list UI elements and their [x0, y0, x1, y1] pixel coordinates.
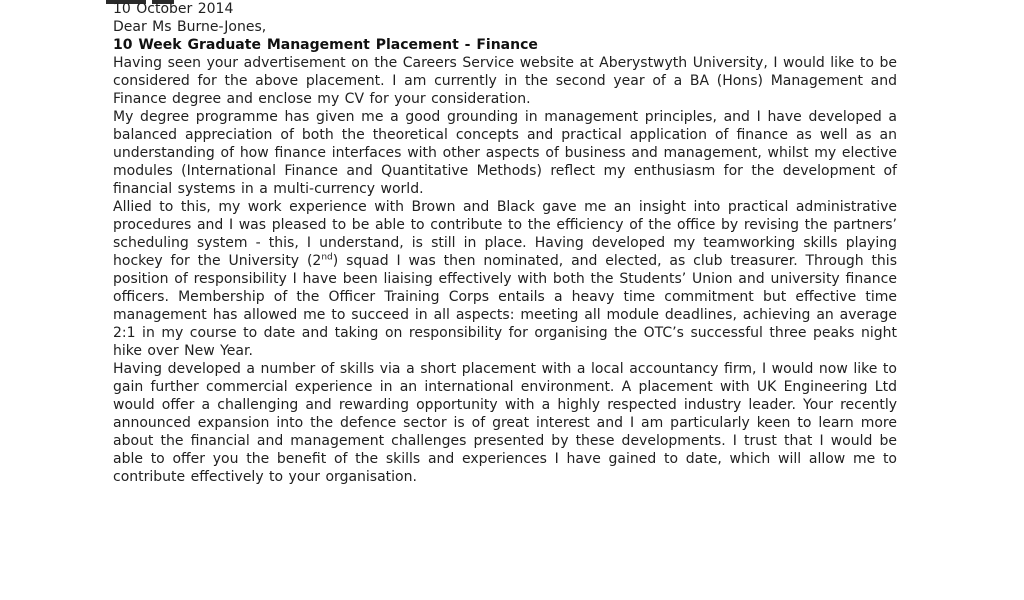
paragraph-work-experience-text-after-superscript: ) squad I was then nominated, and elected, as club treasurer. Through this position of responsibility I have been liaising effectively with both the Students’ Union and university finance officers. Membership of the Officer Training Corps entails a heavy time commitment but effective time management has allowed me to succeed in all aspects: meeting all module deadlines, achieving an average 2:1 in my course to date and taking on responsibility for organising the OTC’s successful three peaks night hike over New Year. — [113, 253, 897, 359]
paragraph-work-experience — [113, 198, 897, 360]
letter-date: 10 October 2014 — [113, 1, 234, 17]
subject-line: 10 Week Graduate Management Placement - Finance — [113, 37, 538, 53]
salutation: Dear Ms Burne-Jones, — [113, 19, 267, 35]
ordinal-superscript: nd — [321, 252, 333, 263]
paragraph-degree-programme: My degree programme has given me a good grounding in management principles, and I have developed a balanced appreciation of both the theoretical concepts and practical application of finance as well as an understanding of how finance interfaces with other aspects of business and management, whilst my elective modules (International Finance and Quantitative Methods) reflect my enthusiasm for the development of financial systems in a multi-currency world. — [113, 109, 897, 197]
letter-content — [113, 0, 897, 486]
paragraph-closing: Having developed a number of skills via a short placement with a local accountancy firm, I would now like to gain further commercial experience in an international environment. A placement with UK Engineering Ltd would offer a challenging and rewarding opportunity with a highly respected industry leader. Your recently announced expansion into the defence sector is of great interest and I am particularly keen to learn more about the financial and management challenges presented by these developments. I trust that I would be able to offer you the benefit of the skills and experiences I have gained to date, which will allow me to contribute effectively to your organisation. — [113, 361, 897, 485]
paragraph-work-experience-text-before-superscript: Allied to this, my work experience with Brown and Black gave me an insight into practical administrative procedures and I was pleased to be able to contribute to the efficiency of the office by revising the partners’ scheduling system - this, I understand, is still in place. Having developed my teamworking skills playing hockey for the University (2 — [113, 199, 897, 269]
paragraph-introduction: Having seen your advertisement on the Careers Service website at Aberystwyth University, I would like to be considered for the above placement. I am currently in the second year of a BA (Hons) Management and Finance degree and enclose my CV for your consideration. — [113, 55, 897, 107]
